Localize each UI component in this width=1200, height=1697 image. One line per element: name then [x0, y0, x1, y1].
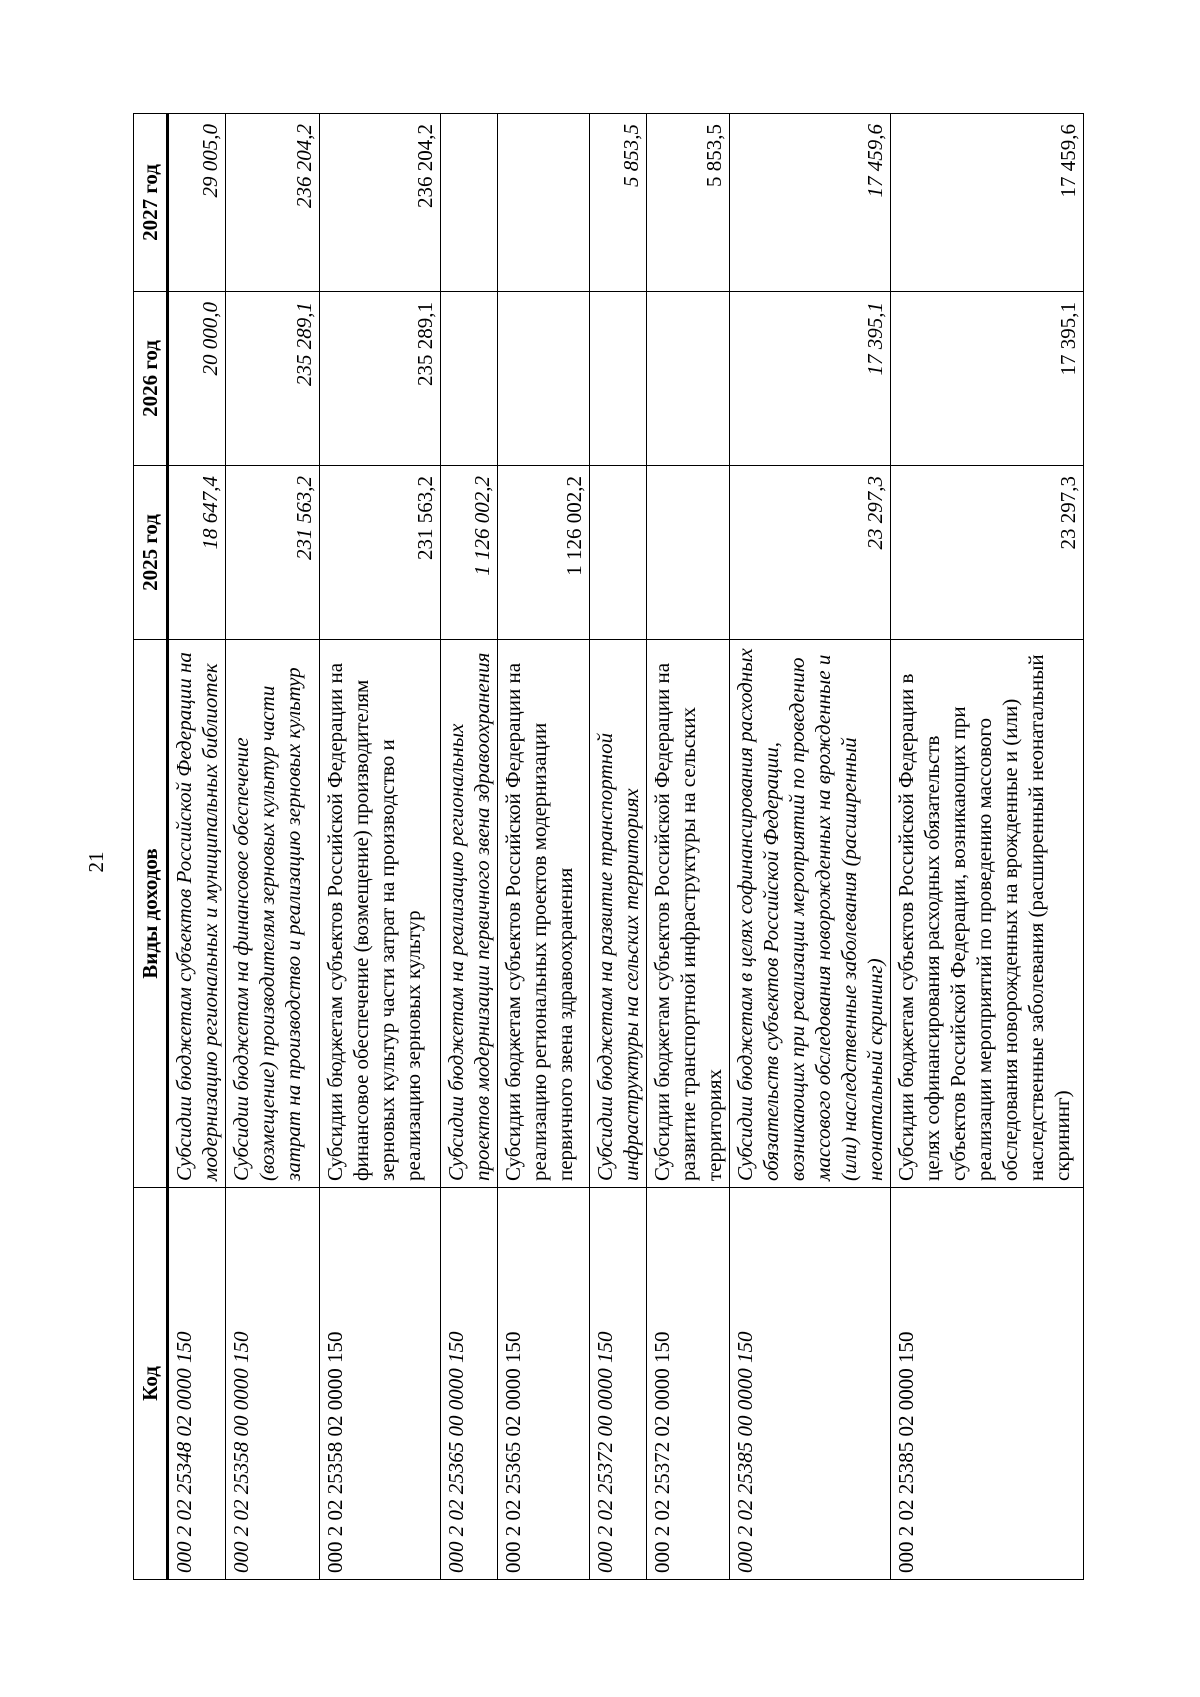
row-code: 000 2 02 25365 02 0000 150: [498, 1188, 590, 1580]
row-code: 000 2 02 25372 00 0000 150: [590, 1188, 647, 1580]
row-name: Субсидии бюджетам субъектов Российской Федерации на финансовое обеспечение (возмещение) производителям зерновых культур части затрат на производство и реализацию зерновых культур: [320, 640, 441, 1188]
row-name: Субсидии бюджетам субъектов Российской Федерации на модернизацию региональных и муниципальных библиотек: [168, 640, 226, 1188]
row-value-2025: [590, 466, 647, 640]
revenue-table: [133, 113, 1084, 1580]
row-value-2025: [647, 466, 730, 640]
row-value-2026: [498, 292, 590, 466]
row-name: Субсидии бюджетам в целях софинансирования расходных обязательств субъектов Российской Федерации, возникающих при реализации мероприятий по проведению массового обследования новорожденных на врожденные и (или) наследственные заболевания (расширенный неонатальный скрининг): [730, 640, 891, 1188]
row-code: 000 2 02 25365 00 0000 150: [441, 1188, 498, 1580]
row-value-2025: 1 126 002,2: [441, 466, 498, 640]
table-header-row: [134, 114, 168, 1580]
row-value-2026: [441, 292, 498, 466]
header-name: Виды доходов: [134, 640, 168, 1188]
row-value-2027: [498, 114, 590, 292]
table-row: [441, 114, 498, 1580]
row-value-2027: 17 459,6: [730, 114, 891, 292]
row-value-2027: [441, 114, 498, 292]
table-row: [226, 114, 320, 1580]
row-code: 000 2 02 25358 02 0000 150: [320, 1188, 441, 1580]
header-2027: 2027 год: [134, 114, 168, 292]
row-value-2026: 17 395,1: [891, 292, 1084, 466]
row-name: Субсидии бюджетам на реализацию региональных проектов модернизации первичного звена здравоохранения: [441, 640, 498, 1188]
row-value-2026: 20 000,0: [168, 292, 226, 466]
table-row: [891, 114, 1084, 1580]
row-name: Субсидии бюджетам на развитие транспортной инфраструктуры на сельских территориях: [590, 640, 647, 1188]
row-value-2027: 17 459,6: [891, 114, 1084, 292]
header-code: Код: [134, 1188, 168, 1580]
header-2025: 2025 год: [134, 466, 168, 640]
row-value-2027: 29 005,0: [168, 114, 226, 292]
row-name: Субсидии бюджетам субъектов Российской Федерации в целях софинансирования расходных обязательств субъектов Российской Федерации, возникающих при реализации мероприятий по проведению массового обследования новорожденных на врожденные и (или) наследственные заболевания (расширенный неонатальный скрининг): [891, 640, 1084, 1188]
row-value-2025: 18 647,4: [168, 466, 226, 640]
row-value-2025: 231 563,2: [226, 466, 320, 640]
row-code: 000 2 02 25348 02 0000 150: [168, 1188, 226, 1580]
row-value-2027: 236 204,2: [320, 114, 441, 292]
row-value-2026: 17 395,1: [730, 292, 891, 466]
row-value-2025: 231 563,2: [320, 466, 441, 640]
row-value-2025: 1 126 002,2: [498, 466, 590, 640]
page-number: 21: [83, 851, 108, 873]
row-code: 000 2 02 25385 00 0000 150: [730, 1188, 891, 1580]
row-value-2026: 235 289,1: [226, 292, 320, 466]
row-value-2025: 23 297,3: [730, 466, 891, 640]
row-value-2027: 5 853,5: [647, 114, 730, 292]
table-row: [168, 114, 226, 1580]
row-code: 000 2 02 25372 02 0000 150: [647, 1188, 730, 1580]
row-name: Субсидии бюджетам субъектов Российской Федерации на развитие транспортной инфраструктуры на сельских территориях: [647, 640, 730, 1188]
row-code: 000 2 02 25385 02 0000 150: [891, 1188, 1084, 1580]
row-value-2026: [647, 292, 730, 466]
table-row: [647, 114, 730, 1580]
row-name: Субсидии бюджетам субъектов Российской Федерации на реализацию региональных проектов модернизации первичного звена здравоохранения: [498, 640, 590, 1188]
row-value-2027: 236 204,2: [226, 114, 320, 292]
row-code: 000 2 02 25358 00 0000 150: [226, 1188, 320, 1580]
header-2026: 2026 год: [134, 292, 168, 466]
row-value-2026: 235 289,1: [320, 292, 441, 466]
table-row: [320, 114, 441, 1580]
table-row: [730, 114, 891, 1580]
table-row: [498, 114, 590, 1580]
row-name: Субсидии бюджетам на финансовое обеспечение (возмещение) производителям зерновых культур части затрат на производство и реализацию зерновых культур: [226, 640, 320, 1188]
rotated-table-wrapper: [133, 114, 1080, 1580]
table-row: [590, 114, 647, 1580]
row-value-2026: [590, 292, 647, 466]
row-value-2027: 5 853,5: [590, 114, 647, 292]
row-value-2025: 23 297,3: [891, 466, 1084, 640]
